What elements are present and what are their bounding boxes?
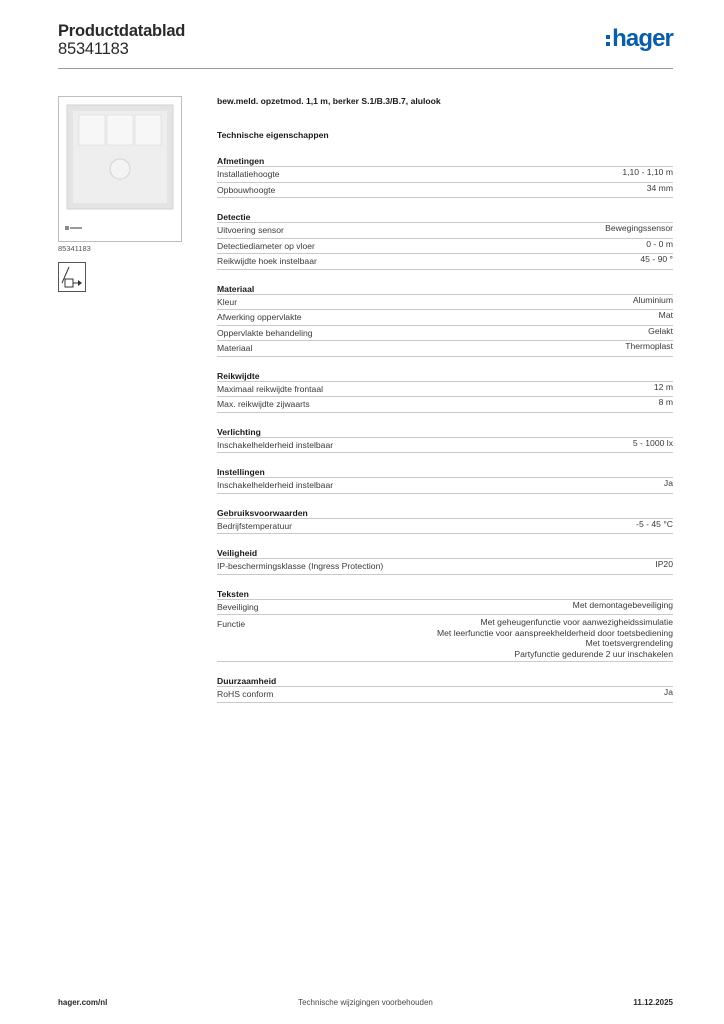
- spec-value-line: IP20: [655, 559, 673, 569]
- spec-value: [659, 310, 673, 325]
- spec-row: [217, 397, 673, 413]
- footer-website: hager.com/nl: [58, 998, 108, 1007]
- spec-section: [217, 675, 673, 703]
- spec-value: [664, 478, 673, 493]
- spec-label: Materiaal: [217, 343, 253, 353]
- spec-value-line: Thermoplast: [625, 341, 673, 351]
- spec-row: [217, 615, 673, 662]
- spec-label: Opbouwhoogte: [217, 184, 276, 195]
- spec-value-line: Met geheugenfunctie voor aanwezigheidssimulatie: [480, 617, 673, 627]
- header-divider: [58, 68, 673, 69]
- spec-value: [659, 397, 673, 412]
- spec-value: [573, 600, 673, 615]
- product-title: bew.meld. opzetmod. 1,1 m, berker S.1/B.3/B.7, alulook: [217, 96, 441, 106]
- hager-logo: [606, 26, 673, 56]
- spec-row: [217, 223, 673, 239]
- spec-value-line: Met toetsvergrendeling: [585, 638, 673, 649]
- spec-value-line: 45 - 90 °: [640, 254, 673, 264]
- spec-section: [217, 283, 673, 357]
- spec-row: [217, 326, 673, 342]
- logo-dots-icon: [606, 35, 610, 46]
- spec-value: [646, 239, 673, 254]
- spec-label: Maximaal reikwijdte frontaal: [217, 383, 324, 394]
- spec-value-line: 34 mm: [646, 182, 673, 193]
- spec-label: Beveiliging: [217, 601, 259, 612]
- section-title: Detectie: [217, 211, 673, 223]
- spec-value: [625, 341, 673, 356]
- spec-label: Reikwijdte hoek instelbaar: [217, 256, 317, 266]
- spec-content: [217, 95, 673, 703]
- surface-mount-symbol-icon: [58, 262, 86, 292]
- section-title: Reikwijdte: [217, 370, 673, 382]
- spec-label: Detectiediameter op vloer: [217, 240, 315, 251]
- spec-value: [636, 519, 673, 534]
- spec-label: Installatiehoogte: [217, 169, 280, 179]
- spec-value-line: Gelakt: [648, 325, 673, 336]
- section-title: Duurzaamheid: [217, 675, 673, 687]
- spec-row: [217, 341, 673, 357]
- spec-row: [217, 183, 673, 199]
- spec-value-line: -5 - 45 °C: [636, 518, 673, 529]
- spec-value: [654, 382, 673, 397]
- section-title: Veiligheid: [217, 547, 673, 559]
- spec-value: [622, 167, 673, 182]
- spec-label: Bedrijfstemperatuur: [217, 520, 292, 531]
- spec-row: [217, 478, 673, 494]
- spec-value: [647, 183, 673, 198]
- spec-label: Uitvoering sensor: [217, 225, 284, 235]
- spec-section: [217, 466, 673, 494]
- document-number: 85341183: [58, 40, 129, 58]
- spec-value: [437, 617, 673, 659]
- spec-section: [217, 211, 673, 270]
- spec-value: [633, 295, 673, 310]
- spec-row: [217, 519, 673, 535]
- spec-section: [217, 370, 673, 413]
- spec-label: Oppervlakte behandeling: [217, 327, 313, 338]
- product-image: [58, 96, 182, 242]
- page-footer: [58, 998, 673, 1012]
- image-caption: 85341183: [58, 244, 91, 253]
- spec-row: [217, 295, 673, 311]
- spec-label: Afwerking oppervlakte: [217, 312, 302, 322]
- footer-date: 11.12.2025: [633, 998, 673, 1007]
- spec-section: [217, 547, 673, 575]
- section-title: Afmetingen: [217, 155, 673, 167]
- spec-value: [640, 254, 673, 269]
- spec-section: [217, 155, 673, 198]
- spec-sections: [217, 155, 673, 703]
- spec-label: Max. reikwijdte zijwaarts: [217, 399, 310, 409]
- spec-value-line: 1,10 - 1,10 m: [622, 167, 673, 177]
- technical-properties-heading: Technische eigenschappen: [217, 130, 329, 140]
- spec-row: [217, 687, 673, 703]
- spec-value-line: 0 - 0 m: [646, 238, 673, 249]
- spec-label: RoHS conform: [217, 689, 274, 700]
- spec-label: Inschakelhelderheid instelbaar: [217, 439, 334, 450]
- spec-value: [655, 559, 673, 574]
- spec-label: Kleur: [217, 296, 238, 307]
- spec-label: Inschakelhelderheid instelbaar: [217, 480, 334, 490]
- spec-section: [217, 507, 673, 535]
- spec-section: [217, 588, 673, 663]
- spec-value: [648, 326, 673, 341]
- section-title: Instellingen: [217, 466, 673, 478]
- spec-label: IP-beschermingsklasse (Ingress Protection): [217, 561, 384, 571]
- spec-row: [217, 559, 673, 575]
- spec-value-line: Mat: [658, 310, 673, 320]
- spec-row: [217, 254, 673, 270]
- page-header: [58, 20, 673, 68]
- spec-section: [217, 426, 673, 454]
- spec-row: [217, 382, 673, 398]
- spec-value: [605, 223, 673, 238]
- spec-value-line: 5 - 1000 lx: [632, 437, 673, 448]
- spec-value-line: 12 m: [653, 381, 673, 392]
- spec-value-line: Ja: [663, 478, 673, 488]
- section-title: Teksten: [217, 588, 673, 600]
- spec-row: [217, 438, 673, 454]
- spec-label: Functie: [217, 619, 246, 629]
- spec-value-line: Ja: [663, 687, 673, 698]
- spec-value: [664, 687, 673, 702]
- document-title: Productdatablad: [58, 22, 186, 40]
- spec-row: [217, 167, 673, 183]
- spec-value-line: Met demontagebeveiliging: [572, 599, 673, 610]
- section-title: Verlichting: [217, 426, 673, 438]
- spec-value-line: 8 m: [658, 397, 673, 407]
- logo-text: hager: [612, 25, 673, 52]
- footer-disclaimer: Technische wijzigingen voorbehouden: [298, 998, 433, 1007]
- section-title: Materiaal: [217, 283, 673, 295]
- spec-row: [217, 310, 673, 326]
- spec-value-line: Aluminium: [632, 294, 673, 305]
- motion-detector-icon: [59, 97, 181, 241]
- spec-value-line: Met leerfunctie voor aanspreekhelderheid door toetsbediening: [436, 627, 673, 638]
- spec-value: [633, 438, 673, 453]
- section-title: Gebruiksvoorwaarden: [217, 507, 673, 519]
- spec-row: [217, 239, 673, 255]
- spec-value-line: Partyfunctie gedurende 2 uur inschakelen: [514, 648, 673, 659]
- spec-value-line: Bewegingssensor: [605, 223, 673, 233]
- spec-row: [217, 600, 673, 616]
